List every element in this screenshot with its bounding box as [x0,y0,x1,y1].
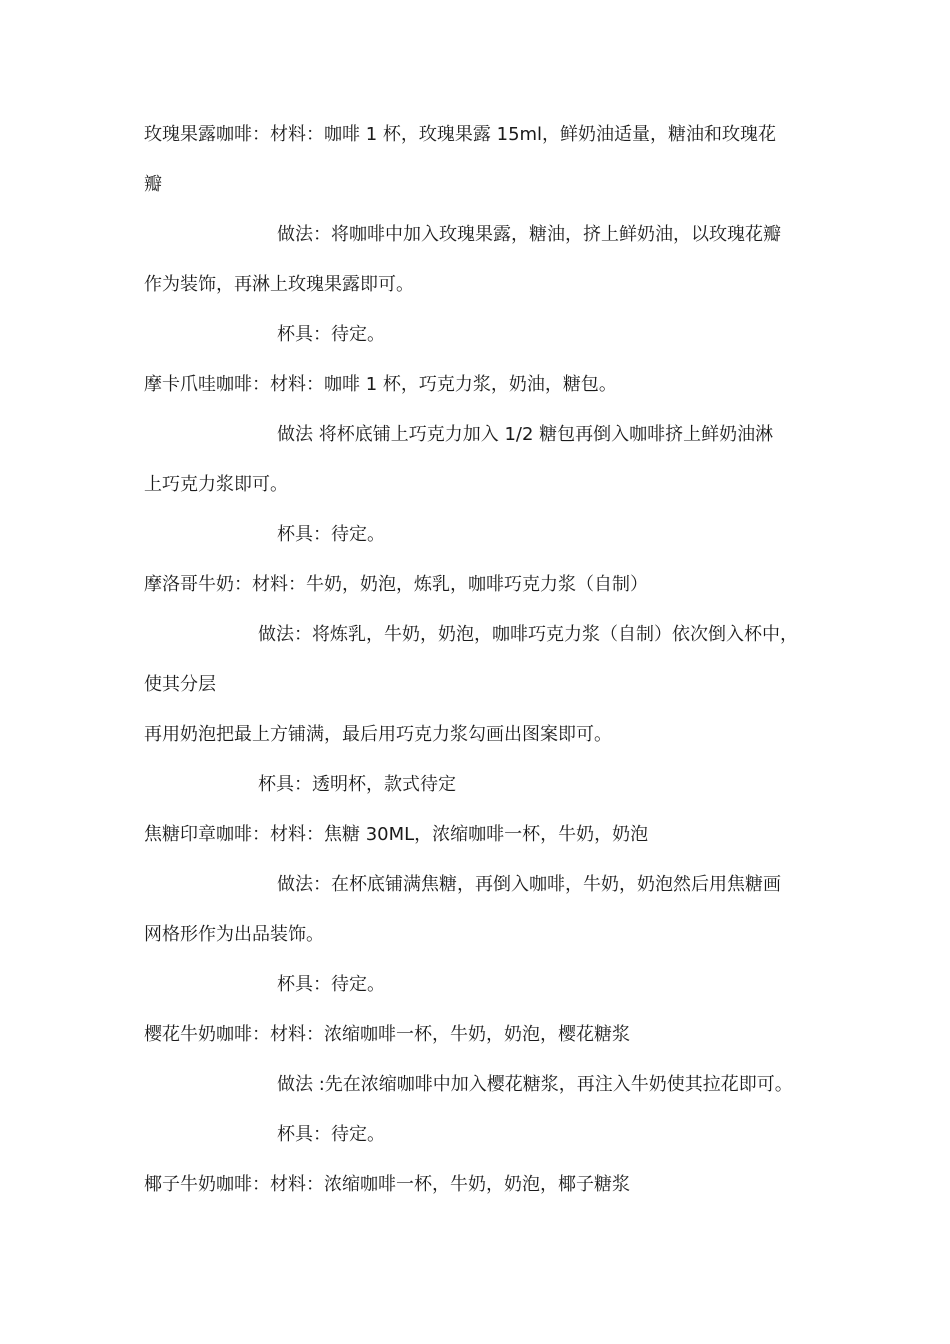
recipe-morocco-method-cont: 使其分层 [144,674,216,695]
recipe-caramel-method-cont: 网格形作为出品装饰。 [144,924,324,945]
recipe-caramel-method: 做法：在杯底铺满焦糖，再倒入咖啡，牛奶，奶泡然后用焦糖画 [277,874,781,895]
recipe-rose-method-cont: 作为装饰，再淋上玫瑰果露即可。 [144,274,414,295]
recipe-rose-materials: 玫瑰果露咖啡：材料：咖啡 1 杯，玫瑰果露 15ml，鲜奶油适量，糖油和玫瑰花 [144,124,777,145]
recipe-morocco-cup: 杯具：透明杯，款式待定 [258,774,456,795]
recipe-sakura-method: 做法 :先在浓缩咖啡中加入樱花糖浆，再注入牛奶使其拉花即可。 [277,1074,793,1095]
recipe-caramel-materials: 焦糖印章咖啡：材料：焦糖 30ML，浓缩咖啡一杯，牛奶，奶泡 [144,824,649,845]
recipe-morocco-materials: 摩洛哥牛奶：材料：牛奶，奶泡，炼乳，咖啡巧克力浆（自制） [144,574,648,595]
recipe-morocco-method: 做法：将炼乳，牛奶，奶泡，咖啡巧克力浆（自制）依次倒入杯中， [258,624,798,645]
recipe-rose-materials-cont: 瓣 [144,174,162,195]
recipe-rose-method: 做法：将咖啡中加入玫瑰果露，糖油，挤上鲜奶油，以玫瑰花瓣 [277,224,781,245]
recipe-mocha-materials: 摩卡爪哇咖啡：材料：咖啡 1 杯，巧克力浆，奶油，糖包。 [144,374,617,395]
recipe-sakura-materials: 樱花牛奶咖啡：材料：浓缩咖啡一杯，牛奶，奶泡，樱花糖浆 [144,1024,630,1045]
recipe-morocco-method-cont2: 再用奶泡把最上方铺满，最后用巧克力浆勾画出图案即可。 [144,724,612,745]
recipe-caramel-cup: 杯具：待定。 [277,974,385,995]
recipe-mocha-cup: 杯具：待定。 [277,524,385,545]
recipe-sakura-cup: 杯具：待定。 [277,1124,385,1145]
recipe-rose-cup: 杯具：待定。 [277,324,385,345]
recipe-mocha-method: 做法 将杯底铺上巧克力加入 1/2 糖包再倒入咖啡挤上鲜奶油淋 [277,424,774,445]
recipe-coconut-materials: 椰子牛奶咖啡：材料：浓缩咖啡一杯，牛奶，奶泡，椰子糖浆 [144,1174,630,1195]
recipe-mocha-method-cont: 上巧克力浆即可。 [144,474,288,495]
